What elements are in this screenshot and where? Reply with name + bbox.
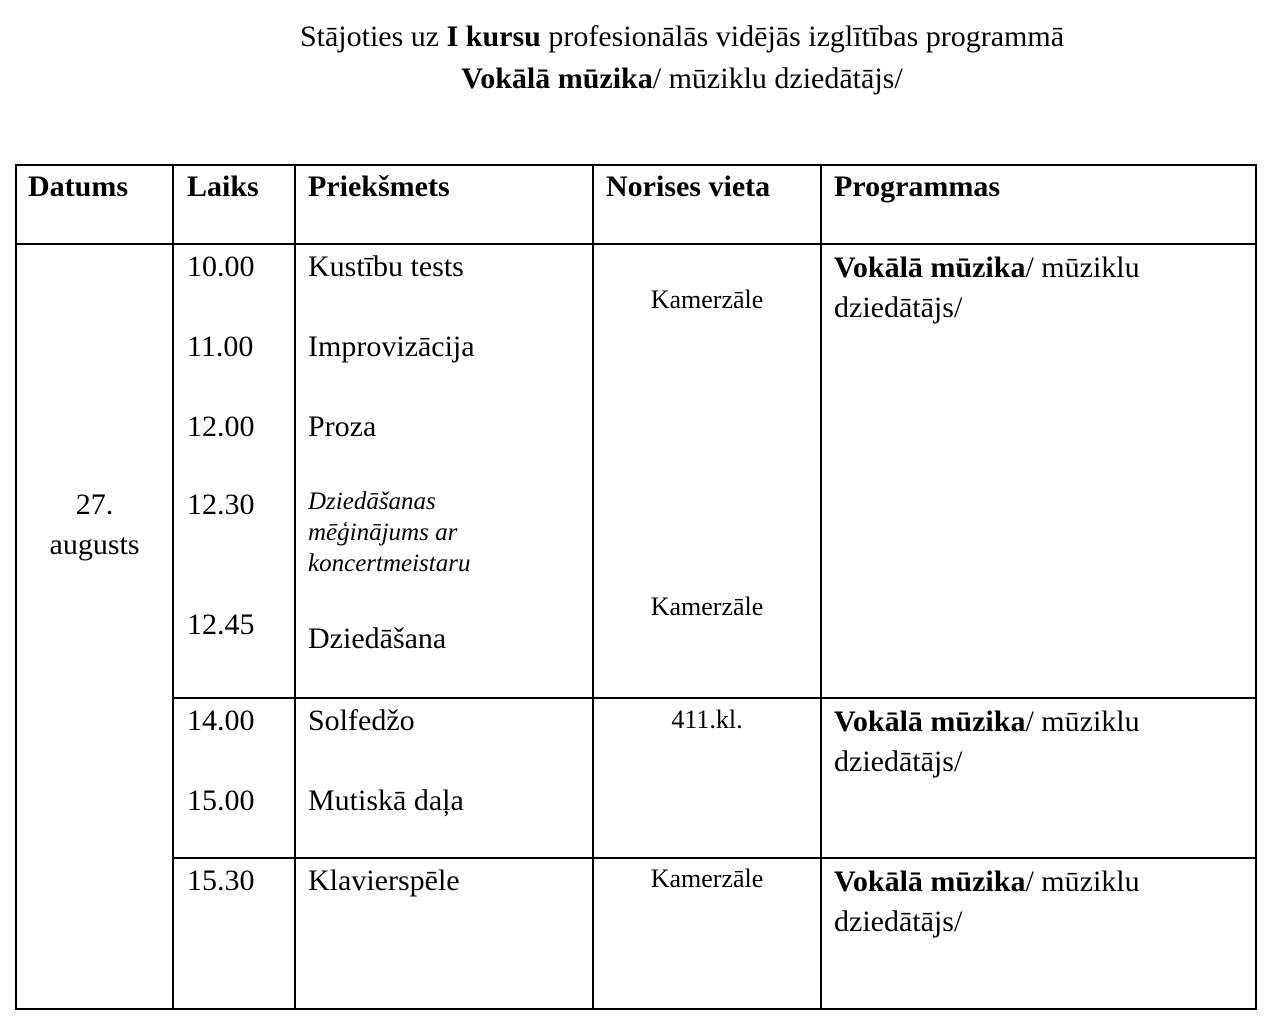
title-suffix: profesionālās vidējās izglītības programmā — [540, 20, 1065, 53]
title-prefix: Stājoties uz — [299, 20, 447, 53]
subject-cell-rehearsal: Dziedāšanas mēģinājums ar koncertmeistaru — [308, 488, 471, 577]
header-date: Datums — [28, 170, 129, 203]
header-time: Laiks — [187, 170, 259, 203]
header-venue: Norises vieta — [606, 170, 771, 203]
title-course: I kursu — [446, 20, 541, 53]
title-program-spec: / mūziklu dziedātājs/ — [652, 62, 903, 95]
subject-cell: Solfedžo — [308, 704, 415, 737]
time-cell: 15.30 — [187, 864, 255, 897]
header-subject: Priekšmets — [308, 170, 450, 203]
time-cell: 12.00 — [187, 410, 255, 443]
time-cell: 15.00 — [187, 784, 255, 817]
program-cell — [834, 248, 1234, 328]
program-name: Vokālā mūzika — [834, 865, 1026, 898]
program-cell — [834, 702, 1234, 782]
time-cell: 12.30 — [187, 488, 255, 521]
time-cell: 14.00 — [187, 704, 255, 737]
title-program-name: Vokālā mūzika — [461, 62, 653, 95]
column-divider-2 — [294, 164, 296, 1010]
subject-cell: Dziedāšana — [308, 622, 447, 655]
subject-cell: Klavierspēle — [308, 864, 460, 897]
table-border-left — [15, 164, 17, 1010]
venue-cell: Kamerzāle — [650, 285, 764, 314]
table-border-top — [15, 164, 1257, 166]
time-cell: 10.00 — [187, 250, 255, 283]
program-spec: / mūziklu dziedātājs/ — [834, 705, 1140, 778]
venue-cell: Kamerzāle — [650, 592, 764, 621]
table-border-bottom — [15, 1008, 1257, 1010]
time-cell: 12.45 — [187, 608, 255, 641]
header-programs: Programmas — [834, 170, 1001, 203]
date-month: augusts — [49, 528, 140, 561]
subject-cell: Improvizācija — [308, 330, 475, 363]
table-border-right — [1255, 164, 1257, 1010]
program-spec: / mūziklu dziedātājs/ — [834, 865, 1140, 938]
subject-cell: Mutiskā daļa — [308, 784, 464, 817]
venue-cell: Kamerzāle — [650, 864, 764, 893]
row-separator-2 — [172, 857, 1257, 859]
venue-cell: 411.kl. — [671, 705, 743, 734]
column-divider-1 — [172, 164, 174, 1010]
program-spec: / mūziklu dziedātājs/ — [834, 251, 1140, 324]
subject-cell: Kustību tests — [308, 250, 464, 283]
subject-cell: Proza — [308, 410, 377, 443]
program-name: Vokālā mūzika — [834, 251, 1026, 284]
column-divider-4 — [820, 164, 822, 1010]
program-cell — [834, 862, 1234, 942]
date-day: 27. — [75, 488, 114, 521]
header-separator — [15, 243, 1257, 245]
time-cell: 11.00 — [187, 330, 254, 363]
program-name: Vokālā mūzika — [834, 705, 1026, 738]
row-separator-1 — [172, 697, 1257, 699]
